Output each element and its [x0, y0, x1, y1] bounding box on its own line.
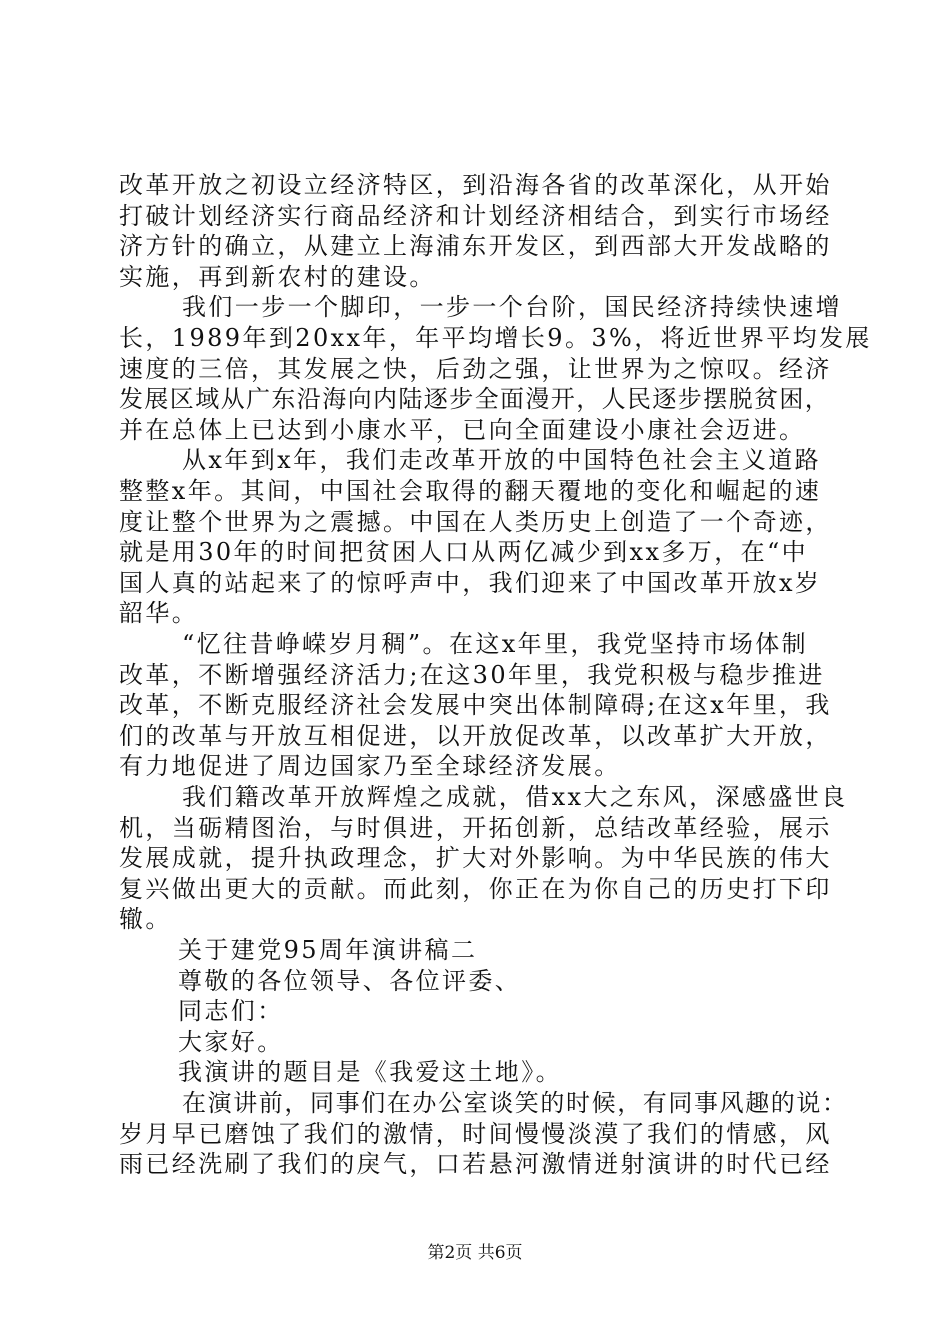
text-line: 速度的三倍，其发展之快，后劲之强，让世界为之惊叹。经济	[119, 354, 832, 383]
text-line: 实施，再到新农村的建设。	[119, 262, 436, 291]
text-line: 就是用30年的时间把贫困人口从两亿减少到xx多万，在“中	[119, 538, 809, 567]
text-line: 改革，不断增强经济活力;在这30年里，我党积极与稳步推进	[119, 660, 825, 689]
text-line: 改革开放之初设立经济特区，到沿海各省的改革深化，从开始	[119, 171, 832, 199]
text-line: 长，1989年到20xx年，年平均增长9。3%，将近世界平均发展	[119, 324, 872, 352]
text-line: 们的改革与开放互相促进，以开放促改革，以改革扩大开放，	[119, 721, 832, 750]
text-line: 我演讲的题目是《我爱这土地》。	[178, 1058, 562, 1087]
section-heading: 关于建党95周年演讲稿二	[178, 936, 478, 964]
text-line: 度让整个世界为之震撼。中国在人类历史上创造了一个奇迹，	[119, 507, 832, 536]
text-line: 岁月早已磨蚀了我们的激情，时间慢慢淡漠了我们的情感，风	[119, 1119, 832, 1148]
text-line: 济方针的确立，从建立上海浦东开发区，到西部大开发战略的	[119, 232, 832, 261]
greeting-line: 大家好。	[178, 1027, 284, 1056]
text-line: 改革，不断克服经济社会发展中突出体制障碍;在这x年里，我	[119, 691, 832, 720]
text-line: 并在总体上已达到小康水平，已向全面建设小康社会迈进。	[119, 415, 806, 444]
text-line: 机，当砺精图治，与时俱进，开拓创新，总结改革经验，展示	[119, 813, 832, 842]
text-line: 我们籍改革开放辉煌之成就，借xx大之东风，深感盛世良	[182, 783, 848, 811]
page-footer: 第2页 共6页	[427, 1243, 523, 1263]
text-line: 从x年到x年，我们走改革开放的中国特色社会主义道路	[182, 446, 822, 475]
text-line: 在演讲前，同事们在办公室谈笑的时候，有同事风趣的说：	[182, 1089, 848, 1117]
text-line: 整整x年。其间，中国社会取得的翻天覆地的变化和崛起的速	[119, 477, 822, 505]
salutation-line: 尊敬的各位领导、各位评委、	[178, 966, 522, 995]
text-line: 复兴做出更大的贡献。而此刻，你正在为你自己的历史打下印	[119, 874, 832, 903]
text-line: 打破计划经济实行商品经济和计划经济相结合，到实行市场经	[119, 201, 832, 230]
text-line: 雨已经洗刷了我们的戾气，口若悬河激情迸射演讲的时代已经	[119, 1150, 832, 1179]
text-line: 发展区域从广东沿海向内陆逐步全面漫开，人民逐步摆脱贫困，	[119, 385, 831, 414]
text-line: 发展成就，提升执政理念，扩大对外影响。为中华民族的伟大	[119, 844, 832, 873]
text-line: 韶华。	[119, 599, 199, 628]
text-line: 我们一步一个脚印，一步一个台阶，国民经济持续快速增	[182, 293, 842, 322]
text-line: 国人真的站起来了的惊呼声中，我们迎来了中国改革开放x岁	[119, 568, 822, 597]
salutation-line: 同志们：	[178, 997, 284, 1026]
text-line: “忆往昔峥嵘岁月稠”。在这x年里，我党坚持市场体制	[182, 630, 809, 658]
text-line: 有力地促进了周边国家乃至全球经济发展。	[119, 752, 621, 781]
text-line: 辙。	[119, 905, 172, 934]
